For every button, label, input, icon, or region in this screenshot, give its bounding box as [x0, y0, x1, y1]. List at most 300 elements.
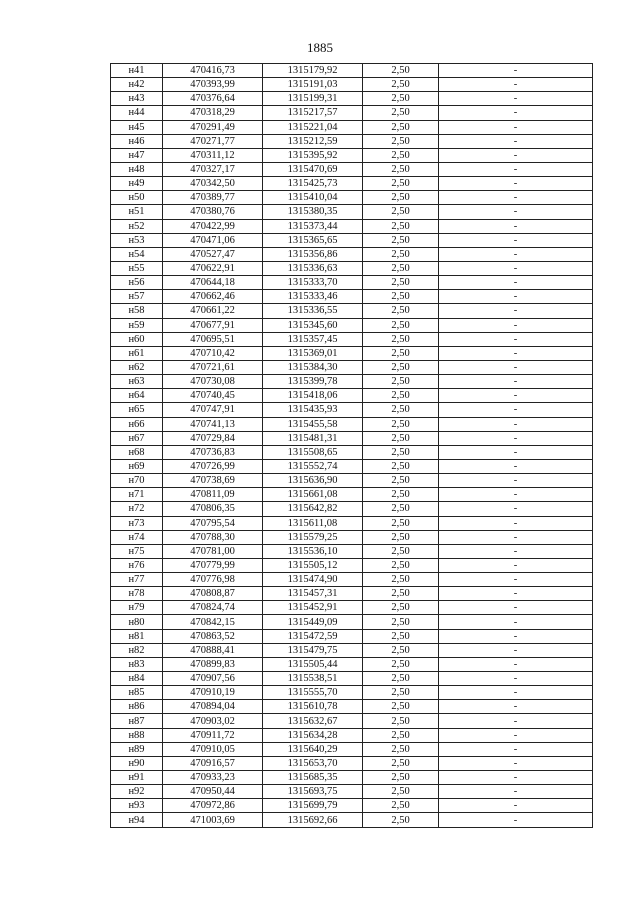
y-coordinate-cell: 1315693,75 — [263, 785, 363, 799]
description-cell: - — [439, 587, 593, 601]
page-number: 1885 — [307, 40, 333, 55]
y-coordinate-cell: 1315538,51 — [263, 672, 363, 686]
point-id-cell: н45 — [111, 120, 163, 134]
y-coordinate-cell: 1315365,65 — [263, 233, 363, 247]
point-id-cell: н77 — [111, 573, 163, 587]
y-coordinate-cell: 1315410,04 — [263, 191, 363, 205]
accuracy-cell: 2,50 — [363, 530, 439, 544]
description-cell: - — [439, 629, 593, 643]
description-cell: - — [439, 346, 593, 360]
table-row — [111, 332, 593, 346]
x-coordinate-cell: 470888,41 — [163, 643, 263, 657]
point-id-cell: н59 — [111, 318, 163, 332]
x-coordinate-cell: 470910,19 — [163, 686, 263, 700]
table-row — [111, 700, 593, 714]
y-coordinate-cell: 1315449,09 — [263, 615, 363, 629]
x-coordinate-cell: 470729,84 — [163, 431, 263, 445]
x-coordinate-cell: 470661,22 — [163, 304, 263, 318]
point-id-cell: н53 — [111, 233, 163, 247]
table-row — [111, 587, 593, 601]
point-id-cell: н70 — [111, 474, 163, 488]
table-row — [111, 558, 593, 572]
table-row — [111, 785, 593, 799]
point-id-cell: н63 — [111, 375, 163, 389]
x-coordinate-cell: 470376,64 — [163, 92, 263, 106]
y-coordinate-cell: 1315221,04 — [263, 120, 363, 134]
description-cell: - — [439, 247, 593, 261]
table-row — [111, 445, 593, 459]
accuracy-cell: 2,50 — [363, 78, 439, 92]
point-id-cell: н50 — [111, 191, 163, 205]
description-cell: - — [439, 389, 593, 403]
x-coordinate-cell: 470738,69 — [163, 474, 263, 488]
description-cell: - — [439, 771, 593, 785]
x-coordinate-cell: 470776,98 — [163, 573, 263, 587]
y-coordinate-cell: 1315472,59 — [263, 629, 363, 643]
y-coordinate-cell: 1315217,57 — [263, 106, 363, 120]
description-cell: - — [439, 785, 593, 799]
table-row — [111, 530, 593, 544]
y-coordinate-cell: 1315425,73 — [263, 177, 363, 191]
accuracy-cell: 2,50 — [363, 403, 439, 417]
description-cell: - — [439, 148, 593, 162]
table-body — [111, 64, 593, 828]
table-row — [111, 474, 593, 488]
table-row — [111, 92, 593, 106]
point-id-cell: н62 — [111, 360, 163, 374]
x-coordinate-cell: 470863,52 — [163, 629, 263, 643]
accuracy-cell: 2,50 — [363, 686, 439, 700]
table-row — [111, 629, 593, 643]
accuracy-cell: 2,50 — [363, 771, 439, 785]
point-id-cell: н75 — [111, 544, 163, 558]
description-cell: - — [439, 544, 593, 558]
x-coordinate-cell: 470677,91 — [163, 318, 263, 332]
description-cell: - — [439, 375, 593, 389]
table-row — [111, 191, 593, 205]
point-id-cell: н66 — [111, 417, 163, 431]
accuracy-cell: 2,50 — [363, 233, 439, 247]
y-coordinate-cell: 1315373,44 — [263, 219, 363, 233]
accuracy-cell: 2,50 — [363, 474, 439, 488]
x-coordinate-cell: 470710,42 — [163, 346, 263, 360]
y-coordinate-cell: 1315179,92 — [263, 64, 363, 78]
table-row — [111, 756, 593, 770]
description-cell: - — [439, 601, 593, 615]
description-cell: - — [439, 78, 593, 92]
point-id-cell: н92 — [111, 785, 163, 799]
point-id-cell: н43 — [111, 92, 163, 106]
y-coordinate-cell: 1315333,46 — [263, 290, 363, 304]
description-cell: - — [439, 162, 593, 176]
y-coordinate-cell: 1315653,70 — [263, 756, 363, 770]
point-id-cell: н85 — [111, 686, 163, 700]
y-coordinate-cell: 1315384,30 — [263, 360, 363, 374]
description-cell: - — [439, 304, 593, 318]
accuracy-cell: 2,50 — [363, 601, 439, 615]
point-id-cell: н52 — [111, 219, 163, 233]
accuracy-cell: 2,50 — [363, 219, 439, 233]
table-row — [111, 304, 593, 318]
table-row — [111, 771, 593, 785]
x-coordinate-cell: 470903,02 — [163, 714, 263, 728]
description-cell: - — [439, 261, 593, 275]
x-coordinate-cell: 470721,61 — [163, 360, 263, 374]
y-coordinate-cell: 1315455,58 — [263, 417, 363, 431]
x-coordinate-cell: 470779,99 — [163, 558, 263, 572]
description-cell: - — [439, 558, 593, 572]
x-coordinate-cell: 470622,91 — [163, 261, 263, 275]
point-id-cell: н61 — [111, 346, 163, 360]
description-cell: - — [439, 813, 593, 827]
y-coordinate-cell: 1315435,93 — [263, 403, 363, 417]
point-id-cell: н46 — [111, 134, 163, 148]
point-id-cell: н65 — [111, 403, 163, 417]
description-cell: - — [439, 92, 593, 106]
y-coordinate-cell: 1315610,78 — [263, 700, 363, 714]
point-id-cell: н60 — [111, 332, 163, 346]
x-coordinate-cell: 470726,99 — [163, 459, 263, 473]
point-id-cell: н48 — [111, 162, 163, 176]
point-id-cell: н80 — [111, 615, 163, 629]
y-coordinate-cell: 1315642,82 — [263, 502, 363, 516]
table-row — [111, 714, 593, 728]
point-id-cell: н57 — [111, 290, 163, 304]
point-id-cell: н47 — [111, 148, 163, 162]
y-coordinate-cell: 1315640,29 — [263, 742, 363, 756]
table-row — [111, 134, 593, 148]
table-row — [111, 389, 593, 403]
accuracy-cell: 2,50 — [363, 92, 439, 106]
point-id-cell: н88 — [111, 728, 163, 742]
point-id-cell: н72 — [111, 502, 163, 516]
description-cell: - — [439, 573, 593, 587]
accuracy-cell: 2,50 — [363, 488, 439, 502]
y-coordinate-cell: 1315634,28 — [263, 728, 363, 742]
y-coordinate-cell: 1315380,35 — [263, 205, 363, 219]
x-coordinate-cell: 470911,72 — [163, 728, 263, 742]
point-id-cell: н74 — [111, 530, 163, 544]
description-cell: - — [439, 445, 593, 459]
description-cell: - — [439, 742, 593, 756]
table-row — [111, 247, 593, 261]
y-coordinate-cell: 1315636,90 — [263, 474, 363, 488]
y-coordinate-cell: 1315685,35 — [263, 771, 363, 785]
table-row — [111, 205, 593, 219]
x-coordinate-cell: 470916,57 — [163, 756, 263, 770]
description-cell: - — [439, 643, 593, 657]
x-coordinate-cell: 470910,05 — [163, 742, 263, 756]
description-cell: - — [439, 615, 593, 629]
description-cell: - — [439, 530, 593, 544]
x-coordinate-cell: 470795,54 — [163, 516, 263, 530]
accuracy-cell: 2,50 — [363, 714, 439, 728]
point-id-cell: н73 — [111, 516, 163, 530]
table-row — [111, 360, 593, 374]
x-coordinate-cell: 470806,35 — [163, 502, 263, 516]
point-id-cell: н69 — [111, 459, 163, 473]
accuracy-cell: 2,50 — [363, 106, 439, 120]
description-cell: - — [439, 657, 593, 671]
accuracy-cell: 2,50 — [363, 756, 439, 770]
y-coordinate-cell: 1315579,25 — [263, 530, 363, 544]
y-coordinate-cell: 1315191,03 — [263, 78, 363, 92]
table-row — [111, 431, 593, 445]
table-row — [111, 686, 593, 700]
accuracy-cell: 2,50 — [363, 459, 439, 473]
accuracy-cell: 2,50 — [363, 615, 439, 629]
description-cell: - — [439, 686, 593, 700]
y-coordinate-cell: 1315536,10 — [263, 544, 363, 558]
point-id-cell: н93 — [111, 799, 163, 813]
description-cell: - — [439, 64, 593, 78]
table-row — [111, 290, 593, 304]
point-id-cell: н56 — [111, 276, 163, 290]
point-id-cell: н68 — [111, 445, 163, 459]
y-coordinate-cell: 1315452,91 — [263, 601, 363, 615]
accuracy-cell: 2,50 — [363, 64, 439, 78]
description-cell: - — [439, 474, 593, 488]
table-row — [111, 375, 593, 389]
accuracy-cell: 2,50 — [363, 643, 439, 657]
x-coordinate-cell: 470389,77 — [163, 191, 263, 205]
table-row — [111, 516, 593, 530]
x-coordinate-cell: 470899,83 — [163, 657, 263, 671]
description-cell: - — [439, 459, 593, 473]
x-coordinate-cell: 470972,86 — [163, 799, 263, 813]
table-row — [111, 643, 593, 657]
x-coordinate-cell: 470416,73 — [163, 64, 263, 78]
x-coordinate-cell: 470950,44 — [163, 785, 263, 799]
accuracy-cell: 2,50 — [363, 134, 439, 148]
y-coordinate-cell: 1315632,67 — [263, 714, 363, 728]
y-coordinate-cell: 1315418,06 — [263, 389, 363, 403]
x-coordinate-cell: 470781,00 — [163, 544, 263, 558]
y-coordinate-cell: 1315399,78 — [263, 375, 363, 389]
x-coordinate-cell: 470747,91 — [163, 403, 263, 417]
table-row — [111, 799, 593, 813]
point-id-cell: н64 — [111, 389, 163, 403]
accuracy-cell: 2,50 — [363, 431, 439, 445]
description-cell: - — [439, 488, 593, 502]
accuracy-cell: 2,50 — [363, 742, 439, 756]
y-coordinate-cell: 1315336,63 — [263, 261, 363, 275]
point-id-cell: н58 — [111, 304, 163, 318]
point-id-cell: н84 — [111, 672, 163, 686]
x-coordinate-cell: 470894,04 — [163, 700, 263, 714]
table-row — [111, 261, 593, 275]
description-cell: - — [439, 134, 593, 148]
accuracy-cell: 2,50 — [363, 544, 439, 558]
description-cell: - — [439, 106, 593, 120]
accuracy-cell: 2,50 — [363, 162, 439, 176]
table-row — [111, 417, 593, 431]
y-coordinate-cell: 1315357,45 — [263, 332, 363, 346]
y-coordinate-cell: 1315470,69 — [263, 162, 363, 176]
y-coordinate-cell: 1315661,08 — [263, 488, 363, 502]
accuracy-cell: 2,50 — [363, 346, 439, 360]
y-coordinate-cell: 1315505,44 — [263, 657, 363, 671]
table-row — [111, 276, 593, 290]
x-coordinate-cell: 470422,99 — [163, 219, 263, 233]
description-cell: - — [439, 191, 593, 205]
accuracy-cell: 2,50 — [363, 205, 439, 219]
x-coordinate-cell: 470907,56 — [163, 672, 263, 686]
y-coordinate-cell: 1315505,12 — [263, 558, 363, 572]
table-row — [111, 318, 593, 332]
table-row — [111, 403, 593, 417]
accuracy-cell: 2,50 — [363, 389, 439, 403]
y-coordinate-cell: 1315333,70 — [263, 276, 363, 290]
table-row — [111, 219, 593, 233]
table-row — [111, 544, 593, 558]
table-row — [111, 459, 593, 473]
accuracy-cell: 2,50 — [363, 728, 439, 742]
description-cell: - — [439, 502, 593, 516]
x-coordinate-cell: 470291,49 — [163, 120, 263, 134]
x-coordinate-cell: 470662,46 — [163, 290, 263, 304]
point-id-cell: н51 — [111, 205, 163, 219]
accuracy-cell: 2,50 — [363, 261, 439, 275]
description-cell: - — [439, 417, 593, 431]
point-id-cell: н42 — [111, 78, 163, 92]
accuracy-cell: 2,50 — [363, 657, 439, 671]
table-row — [111, 177, 593, 191]
description-cell: - — [439, 516, 593, 530]
accuracy-cell: 2,50 — [363, 700, 439, 714]
accuracy-cell: 2,50 — [363, 247, 439, 261]
point-id-cell: н82 — [111, 643, 163, 657]
table-row — [111, 64, 593, 78]
accuracy-cell: 2,50 — [363, 276, 439, 290]
y-coordinate-cell: 1315369,01 — [263, 346, 363, 360]
description-cell: - — [439, 318, 593, 332]
x-coordinate-cell: 470933,23 — [163, 771, 263, 785]
table-row — [111, 148, 593, 162]
y-coordinate-cell: 1315199,31 — [263, 92, 363, 106]
accuracy-cell: 2,50 — [363, 573, 439, 587]
accuracy-cell: 2,50 — [363, 445, 439, 459]
point-id-cell: н81 — [111, 629, 163, 643]
x-coordinate-cell: 471003,69 — [163, 813, 263, 827]
point-id-cell: н54 — [111, 247, 163, 261]
table-row — [111, 106, 593, 120]
description-cell: - — [439, 233, 593, 247]
accuracy-cell: 2,50 — [363, 587, 439, 601]
table-row — [111, 813, 593, 827]
table-row — [111, 502, 593, 516]
accuracy-cell: 2,50 — [363, 417, 439, 431]
y-coordinate-cell: 1315555,70 — [263, 686, 363, 700]
table-row — [111, 672, 593, 686]
x-coordinate-cell: 470271,77 — [163, 134, 263, 148]
x-coordinate-cell: 470318,29 — [163, 106, 263, 120]
description-cell: - — [439, 714, 593, 728]
x-coordinate-cell: 470788,30 — [163, 530, 263, 544]
table-row — [111, 78, 593, 92]
x-coordinate-cell: 470730,08 — [163, 375, 263, 389]
accuracy-cell: 2,50 — [363, 558, 439, 572]
point-id-cell: н86 — [111, 700, 163, 714]
y-coordinate-cell: 1315345,60 — [263, 318, 363, 332]
accuracy-cell: 2,50 — [363, 502, 439, 516]
description-cell: - — [439, 205, 593, 219]
y-coordinate-cell: 1315395,92 — [263, 148, 363, 162]
point-id-cell: н79 — [111, 601, 163, 615]
y-coordinate-cell: 1315336,55 — [263, 304, 363, 318]
point-id-cell: н71 — [111, 488, 163, 502]
point-id-cell: н91 — [111, 771, 163, 785]
x-coordinate-cell: 470741,13 — [163, 417, 263, 431]
x-coordinate-cell: 470740,45 — [163, 389, 263, 403]
accuracy-cell: 2,50 — [363, 785, 439, 799]
table-row — [111, 601, 593, 615]
description-cell: - — [439, 403, 593, 417]
y-coordinate-cell: 1315457,31 — [263, 587, 363, 601]
table-row — [111, 615, 593, 629]
point-id-cell: н83 — [111, 657, 163, 671]
description-cell: - — [439, 290, 593, 304]
y-coordinate-cell: 1315692,66 — [263, 813, 363, 827]
y-coordinate-cell: 1315552,74 — [263, 459, 363, 473]
table-row — [111, 488, 593, 502]
x-coordinate-cell: 470393,99 — [163, 78, 263, 92]
y-coordinate-cell: 1315479,75 — [263, 643, 363, 657]
description-cell: - — [439, 177, 593, 191]
x-coordinate-cell: 470808,87 — [163, 587, 263, 601]
x-coordinate-cell: 470471,06 — [163, 233, 263, 247]
table-row — [111, 728, 593, 742]
y-coordinate-cell: 1315481,31 — [263, 431, 363, 445]
x-coordinate-cell: 470824,74 — [163, 601, 263, 615]
point-id-cell: н76 — [111, 558, 163, 572]
table-row — [111, 233, 593, 247]
point-id-cell: н94 — [111, 813, 163, 827]
accuracy-cell: 2,50 — [363, 799, 439, 813]
accuracy-cell: 2,50 — [363, 629, 439, 643]
accuracy-cell: 2,50 — [363, 290, 439, 304]
x-coordinate-cell: 470342,50 — [163, 177, 263, 191]
point-id-cell: н78 — [111, 587, 163, 601]
x-coordinate-cell: 470527,47 — [163, 247, 263, 261]
point-id-cell: н41 — [111, 64, 163, 78]
y-coordinate-cell: 1315474,90 — [263, 573, 363, 587]
accuracy-cell: 2,50 — [363, 318, 439, 332]
description-cell: - — [439, 276, 593, 290]
description-cell: - — [439, 431, 593, 445]
accuracy-cell: 2,50 — [363, 672, 439, 686]
table-row — [111, 346, 593, 360]
accuracy-cell: 2,50 — [363, 148, 439, 162]
description-cell: - — [439, 799, 593, 813]
description-cell: - — [439, 120, 593, 134]
y-coordinate-cell: 1315611,08 — [263, 516, 363, 530]
y-coordinate-cell: 1315212,59 — [263, 134, 363, 148]
description-cell: - — [439, 332, 593, 346]
point-id-cell: н44 — [111, 106, 163, 120]
table-row — [111, 162, 593, 176]
x-coordinate-cell: 470736,83 — [163, 445, 263, 459]
description-cell: - — [439, 219, 593, 233]
y-coordinate-cell: 1315356,86 — [263, 247, 363, 261]
description-cell: - — [439, 756, 593, 770]
accuracy-cell: 2,50 — [363, 120, 439, 134]
accuracy-cell: 2,50 — [363, 813, 439, 827]
table-row — [111, 573, 593, 587]
description-cell: - — [439, 360, 593, 374]
point-id-cell: н87 — [111, 714, 163, 728]
x-coordinate-cell: 470644,18 — [163, 276, 263, 290]
